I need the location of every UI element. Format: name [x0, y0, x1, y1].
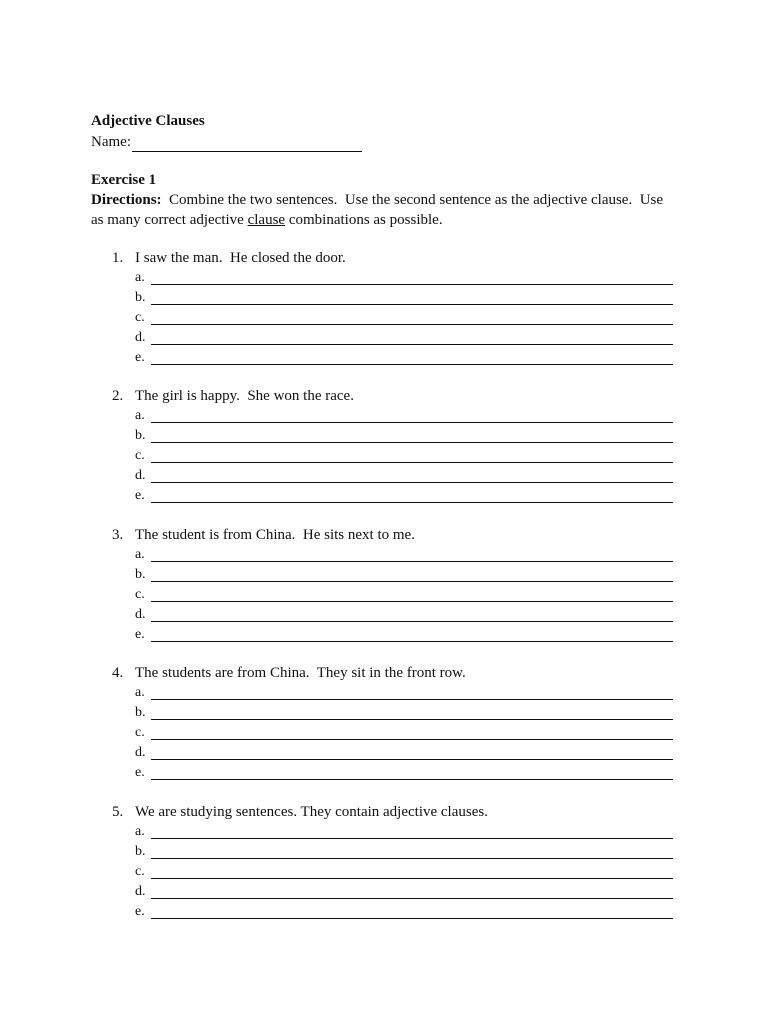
answer-row — [135, 625, 673, 645]
answer-line[interactable] — [151, 468, 673, 483]
answer-line[interactable] — [151, 745, 673, 760]
answer-letter: a. — [135, 824, 145, 839]
answer-letter: e. — [135, 627, 145, 642]
answer-letter: d. — [135, 468, 146, 483]
answer-letter: c. — [135, 864, 145, 879]
answer-row — [135, 328, 673, 348]
answer-line[interactable] — [151, 350, 673, 365]
answer-line[interactable] — [151, 864, 673, 879]
answer-row — [135, 348, 673, 368]
answer-line[interactable] — [151, 884, 673, 899]
answer-row — [135, 683, 673, 703]
answer-row — [135, 426, 673, 446]
answer-letter: e. — [135, 350, 145, 365]
question-number: 4. — [112, 665, 124, 681]
answer-row — [135, 743, 673, 763]
question-1 — [108, 248, 673, 368]
answer-line[interactable] — [151, 448, 673, 463]
name-field[interactable] — [132, 135, 362, 152]
answer-letter: a. — [135, 685, 145, 700]
answer-row — [135, 486, 673, 506]
answer-line[interactable] — [151, 310, 673, 325]
answer-line[interactable] — [151, 844, 673, 859]
name-label: Name: — [91, 134, 131, 150]
answer-line[interactable] — [151, 705, 673, 720]
question-number: 3. — [112, 527, 124, 543]
answer-line[interactable] — [151, 765, 673, 780]
answer-letter: e. — [135, 488, 145, 503]
answer-row — [135, 822, 673, 842]
answer-line[interactable] — [151, 488, 673, 503]
answer-letter: a. — [135, 408, 145, 423]
answer-letter: d. — [135, 745, 146, 760]
question-text: The student is from China. He sits next to me. — [135, 527, 415, 543]
answer-letter: b. — [135, 844, 146, 859]
answer-letter: e. — [135, 904, 145, 919]
answer-row — [135, 902, 673, 922]
answer-row — [135, 842, 673, 862]
answer-row — [135, 268, 673, 288]
answer-row — [135, 862, 673, 882]
directions-text: Combine the two sentences. Use the second sentence as the adjective clause. Use as many correct adjective — [91, 192, 667, 228]
answer-line[interactable] — [151, 627, 673, 642]
answer-letter: b. — [135, 290, 146, 305]
answer-letter: d. — [135, 607, 146, 622]
question-text: I saw the man. He closed the door. — [135, 250, 346, 266]
question-number: 2. — [112, 388, 124, 404]
answer-line[interactable] — [151, 270, 673, 285]
answer-letter: e. — [135, 765, 145, 780]
answer-row — [135, 545, 673, 565]
question-text: The students are from China. They sit in the front row. — [135, 665, 466, 681]
question-text: The girl is happy. She won the race. — [135, 388, 354, 404]
answer-line[interactable] — [151, 685, 673, 700]
directions-text-end: combinations as possible. — [285, 212, 443, 228]
answer-line[interactable] — [151, 725, 673, 740]
worksheet-title: Adjective Clauses — [91, 113, 205, 129]
answer-letter: a. — [135, 547, 145, 562]
answer-row — [135, 406, 673, 426]
answer-line[interactable] — [151, 824, 673, 839]
directions — [91, 190, 671, 230]
answer-line[interactable] — [151, 408, 673, 423]
question-number: 1. — [112, 250, 124, 266]
answer-row — [135, 605, 673, 625]
question-3 — [108, 525, 673, 645]
answer-letter: b. — [135, 705, 146, 720]
answer-line[interactable] — [151, 904, 673, 919]
answer-line[interactable] — [151, 428, 673, 443]
question-5 — [108, 802, 673, 922]
answer-letter: b. — [135, 428, 146, 443]
answer-line[interactable] — [151, 587, 673, 602]
answer-letter: b. — [135, 567, 146, 582]
answer-row — [135, 585, 673, 605]
answer-letter: a. — [135, 270, 145, 285]
answer-row — [135, 882, 673, 902]
directions-label: Directions: — [91, 192, 162, 208]
question-2 — [108, 386, 673, 506]
answer-row — [135, 288, 673, 308]
answer-row — [135, 763, 673, 783]
answer-letter: d. — [135, 330, 146, 345]
answer-line[interactable] — [151, 607, 673, 622]
answer-line[interactable] — [151, 330, 673, 345]
answer-row — [135, 308, 673, 328]
question-text: We are studying sentences. They contain adjective clauses. — [135, 804, 488, 820]
answer-row — [135, 565, 673, 585]
answer-row — [135, 446, 673, 466]
answer-row — [135, 723, 673, 743]
answer-letter: d. — [135, 884, 146, 899]
answer-letter: c. — [135, 448, 145, 463]
answer-letter: c. — [135, 587, 145, 602]
directions-underlined-word: clause — [247, 212, 286, 228]
answer-line[interactable] — [151, 290, 673, 305]
name-row — [91, 132, 362, 152]
answer-row — [135, 466, 673, 486]
question-number: 5. — [112, 804, 124, 820]
answer-line[interactable] — [151, 567, 673, 582]
question-4 — [108, 663, 673, 783]
answer-letter: c. — [135, 725, 145, 740]
answer-line[interactable] — [151, 547, 673, 562]
exercise-title: Exercise 1 — [91, 172, 157, 188]
answer-row — [135, 703, 673, 723]
answer-letter: c. — [135, 310, 145, 325]
